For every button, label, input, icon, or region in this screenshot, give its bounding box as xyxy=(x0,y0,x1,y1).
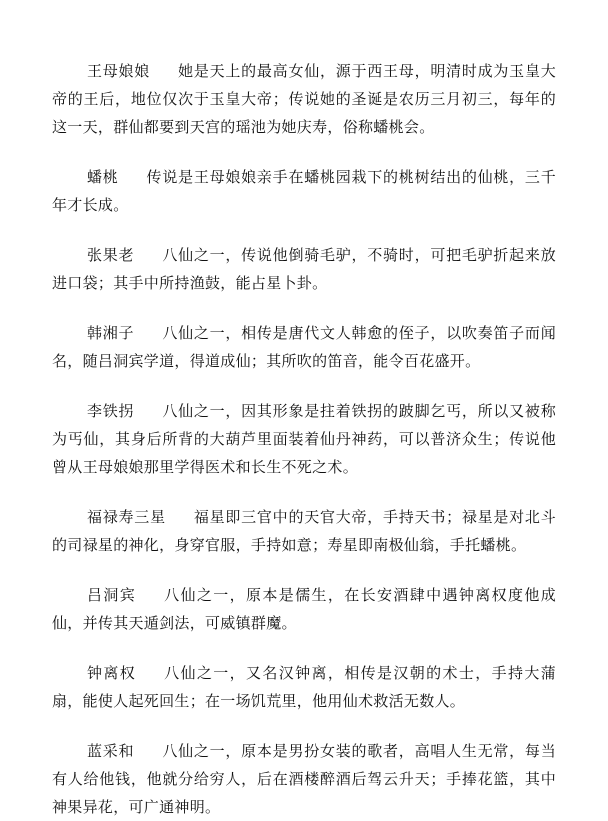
entry-term: 福禄寿三星 xyxy=(87,508,166,526)
entry-term: 蓝采和 xyxy=(87,742,135,760)
entry-definition: 八仙之一，原本是儒生，在长安酒肆中遇钟离权度他成仙，并传其天遁剑法，可威镇群魔。 xyxy=(52,586,556,632)
entry-term: 蟠桃 xyxy=(87,168,119,186)
entry-definition: 八仙之一，因其形象是拄着铁拐的跛脚乞丐，所以又被称为丐仙，其身后所背的大葫芦里面装着仙丹神药，可以普济众生；传说他曾从王母娘娘那里学得医术和长生不死之术。 xyxy=(52,402,556,476)
entry-definition: 八仙之一，原本是男扮女装的歌者，高唱人生无常，每当有人给他钱，他就分给穷人，后在酒楼醉酒后驾云升天；手捧花篮，其中神果异花，可广通神明。 xyxy=(52,742,556,816)
entry-definition: 传说是王母娘娘亲手在蟠桃园栽下的桃树结出的仙桃，三千年才长成。 xyxy=(52,168,556,214)
entry-fu-lu-shou xyxy=(52,503,556,559)
entry-term: 吕洞宾 xyxy=(87,586,137,604)
entry-term: 王母娘娘 xyxy=(87,62,151,80)
entry-definition: 福星即三官中的天官大帝，手持天书；禄星是对北斗的司禄星的神化，身穿官服，手持如意；寿星即南极仙翁，手托蟠桃。 xyxy=(52,508,556,554)
entry-zhongli-quan xyxy=(52,659,556,715)
entry-pantao xyxy=(52,163,556,219)
entry-definition: 她是天上的最高女仙，源于西王母，明清时成为玉皇大帝的王后，地位仅次于玉皇大帝；传说她的圣诞是农历三月初三，每年的这一天，群仙都要到天宫的瑶池为她庆寿，俗称蟠桃会。 xyxy=(52,62,557,136)
entry-definition: 八仙之一，传说他倒骑毛驴，不骑时，可把毛驴折起来放进口袋；其手中所持渔鼓，能占星卜卦。 xyxy=(52,246,556,292)
entry-term: 韩湘子 xyxy=(87,324,135,342)
entry-definition: 八仙之一，又名汉钟离，相传是汉朝的术士，手持大蒲扇，能使人起死回生；在一场饥荒里，他用仙术救活无数人。 xyxy=(52,664,556,710)
entry-han-xiangzi xyxy=(52,319,556,375)
entry-term: 张果老 xyxy=(87,246,135,264)
entry-lan-caihe xyxy=(52,737,556,821)
entry-term: 李铁拐 xyxy=(87,402,135,420)
entry-term: 钟离权 xyxy=(87,664,137,682)
entry-lv-dongbin xyxy=(52,581,556,637)
entry-wangmu-niangniang xyxy=(52,57,556,141)
entry-li-tieguai xyxy=(52,397,556,481)
entry-definition: 八仙之一，相传是唐代文人韩愈的侄子，以吹奏笛子而闻名，随吕洞宾学道，得道成仙；其所吹的笛音，能令百花盛开。 xyxy=(52,324,556,370)
entry-zhang-guolao xyxy=(52,241,556,297)
